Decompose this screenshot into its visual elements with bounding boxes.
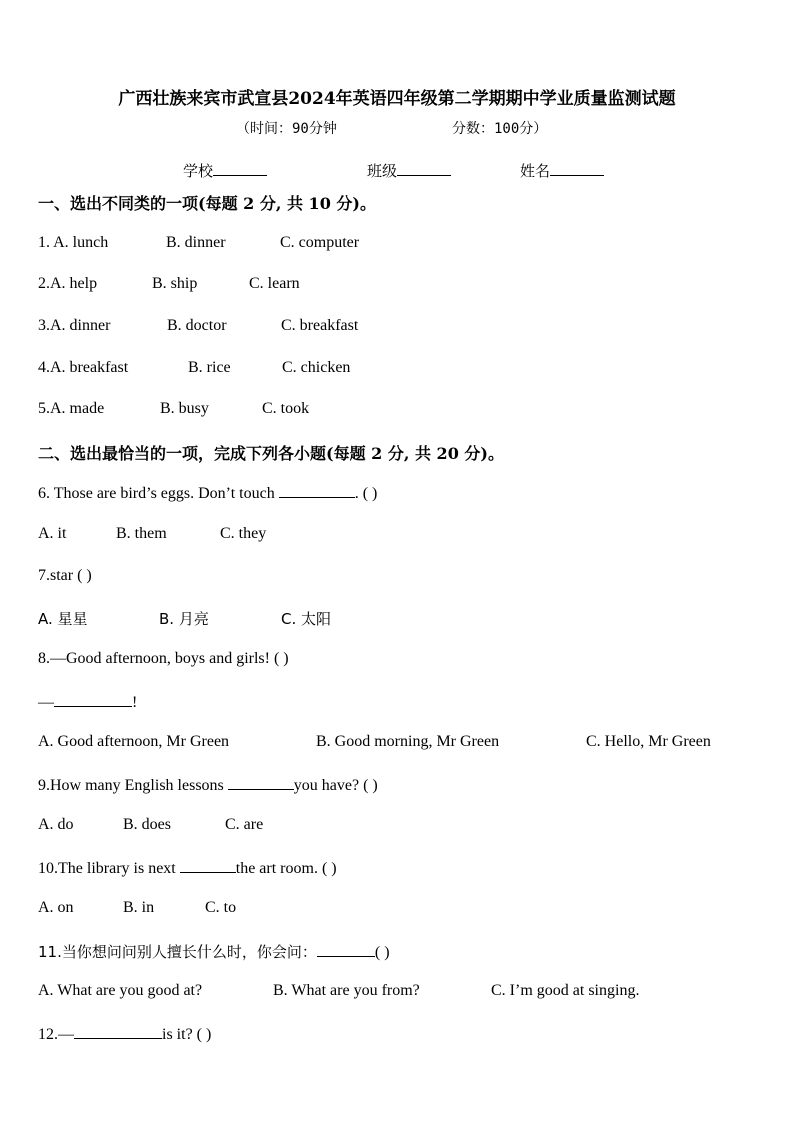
q9-blank	[228, 775, 294, 790]
q11-option-c: C. I’m good at singing.	[491, 982, 640, 999]
q11-blank	[317, 942, 375, 957]
q3-option-c: C. breakfast	[281, 317, 359, 334]
q10-stem-end: the art room. ( )	[235, 860, 337, 877]
q6-option-b: B. them	[116, 525, 167, 542]
q10-stem-text: 10.The library is next	[38, 860, 176, 877]
q9-option-c: C. are	[225, 816, 264, 833]
class-field	[367, 160, 451, 181]
q9-option-a: A. do	[38, 816, 74, 833]
q10-option-b: B. in	[123, 899, 155, 916]
q9-stem	[38, 775, 378, 795]
class-label: 班级	[367, 162, 398, 180]
q10-option-a: A. on	[38, 899, 74, 916]
q8-option-a: A. Good afternoon, Mr Green	[38, 733, 230, 750]
q9-stem-end: you have? ( )	[293, 777, 378, 794]
q12-blank	[74, 1024, 162, 1039]
q2-option-c: C. learn	[249, 275, 300, 292]
q10-blank	[180, 858, 236, 873]
q8-reply-end: !	[132, 694, 138, 711]
q12-stem	[38, 1024, 211, 1044]
q8-reply	[38, 692, 137, 712]
school-field	[183, 160, 267, 181]
q4-option-c: C. chicken	[282, 359, 351, 376]
q3-option-b: B. doctor	[167, 317, 227, 334]
school-label: 学校	[183, 162, 214, 180]
class-blank	[397, 161, 451, 176]
q6-stem-end: . ( )	[354, 485, 378, 502]
q11-stem	[38, 941, 390, 962]
q2-option-b: B. ship	[152, 275, 198, 292]
name-field	[520, 160, 604, 181]
q9-option-b: B. does	[123, 816, 171, 833]
q5-option-b: B. busy	[160, 400, 209, 417]
q1-option-c: C. computer	[280, 234, 360, 251]
q11-option-b: B. What are you from?	[273, 982, 420, 999]
name-label: 姓名	[520, 162, 551, 180]
q7-option-a: A. 星星	[38, 610, 88, 628]
q6-stem	[38, 483, 377, 503]
q9-stem-text: 9.How many English lessons	[38, 777, 224, 794]
q8-reply-dash: —	[38, 694, 54, 711]
q11-stem-end: ( )	[374, 944, 390, 961]
q8-stem: 8.—Good afternoon, boys and girls! ( )	[38, 650, 289, 667]
exam-time: （时间：90分钟	[236, 121, 337, 137]
school-blank	[213, 161, 267, 176]
q6-option-a: A. it	[38, 525, 67, 542]
q10-stem	[38, 858, 337, 878]
q11-option-a: A. What are you good at?	[38, 982, 203, 999]
section1-heading: 一、选出不同类的一项(每题 2 分, 共 10 分)。	[38, 194, 376, 213]
q7-option-b: B. 月亮	[159, 610, 209, 628]
q8-blank	[54, 692, 132, 707]
q11-stem-text: 11.当你想问问别人擅长什么时，你会问：	[38, 943, 317, 961]
q4-option-b: B. rice	[188, 359, 231, 376]
q12-stem-end: is it? ( )	[162, 1026, 212, 1043]
name-blank	[550, 161, 604, 176]
q8-option-c: C. Hello, Mr Green	[586, 733, 711, 750]
q5-option-c: C. took	[262, 400, 310, 417]
q3-option-a: 3.A. dinner	[38, 317, 111, 334]
q12-stem-text: 12.—	[38, 1026, 74, 1043]
q8-option-b: B. Good morning, Mr Green	[316, 733, 500, 750]
section2-heading: 二、选出最恰当的一项，完成下列各小题(每题 2 分, 共 20 分)。	[38, 444, 504, 463]
exam-title: 广西壮族来宾市武宣县2024年英语四年级第二学期期中学业质量监测试题	[118, 89, 676, 109]
q6-option-c: C. they	[220, 525, 267, 542]
q10-option-c: C. to	[205, 899, 237, 916]
q1-option-a: 1. A. lunch	[38, 234, 109, 251]
q7-stem: 7.star ( )	[38, 567, 92, 584]
exam-score: 分数：100分）	[452, 121, 548, 137]
q1-option-b: B. dinner	[166, 234, 226, 251]
q6-stem-text: 6. Those are bird’s eggs. Don’t touch	[38, 485, 275, 502]
q4-option-a: 4.A. breakfast	[38, 359, 129, 376]
q2-option-a: 2.A. help	[38, 275, 98, 292]
q6-blank	[279, 483, 355, 498]
q7-option-c: C. 太阳	[281, 610, 332, 628]
q5-option-a: 5.A. made	[38, 400, 105, 417]
